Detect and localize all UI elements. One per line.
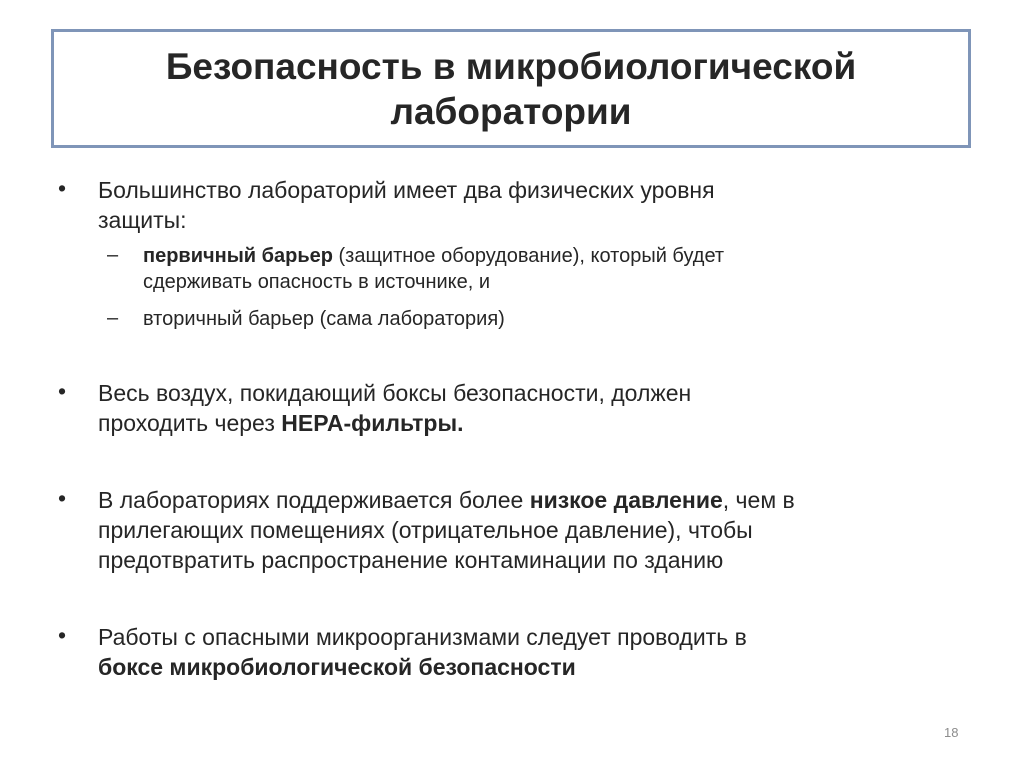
bullet-2-line-1: Весь воздух, покидающий боксы безопасности, должен	[98, 380, 692, 406]
sub-bullet-1-line-1	[143, 243, 724, 269]
bullet-3-bold: низкое давление	[529, 487, 723, 513]
bullet-marker: •	[58, 485, 67, 511]
dash-marker: –	[107, 307, 119, 329]
bullet-3-line-3: предотвратить распространение контаминации по зданию	[98, 547, 724, 573]
bullet-marker: •	[58, 622, 67, 648]
bullet-4-bold: боксе микробиологической безопасности	[98, 654, 576, 680]
bullet-4-line-1: Работы с опасными микроорганизмами следует проводить в	[98, 624, 747, 650]
bullet-3-text-pre: В лабораториях поддерживается более	[98, 487, 530, 513]
page-number: 18	[944, 725, 959, 740]
bullet-marker: •	[58, 378, 67, 404]
bullet-3-line-2: прилегающих помещениях (отрицательное давление), чтобы	[98, 517, 753, 543]
slide-title-line-1: Безопасность в микробиологической	[165, 45, 857, 87]
bullet-1-line-1: Большинство лабораторий имеет два физических уровня	[98, 177, 715, 203]
dash-marker: –	[107, 244, 119, 266]
bullet-1-line-2: защиты:	[98, 207, 187, 233]
title-box	[51, 29, 971, 148]
bullet-3-text-post: , чем в	[722, 487, 795, 513]
bullet-4-line-2	[98, 652, 576, 682]
sub-bullet-1-line-2: сдерживать опасность в источнике, и	[143, 271, 491, 293]
bullet-marker: •	[58, 175, 67, 201]
bullet-3-line-1	[98, 485, 795, 515]
bullet-2-line-2	[98, 408, 463, 438]
sub-bullet-1-bold: первичный барьер	[143, 245, 333, 267]
sub-bullet-1-rest: (защитное оборудование), который будет	[332, 245, 725, 267]
bullet-2-line-2-text: проходить через	[98, 410, 282, 436]
slide-title-line-2: лаборатории	[390, 90, 632, 132]
bullet-2-bold: HEPA-фильтры.	[281, 410, 464, 436]
sub-bullet-2: вторичный барьер (сама лаборатория)	[143, 308, 505, 330]
